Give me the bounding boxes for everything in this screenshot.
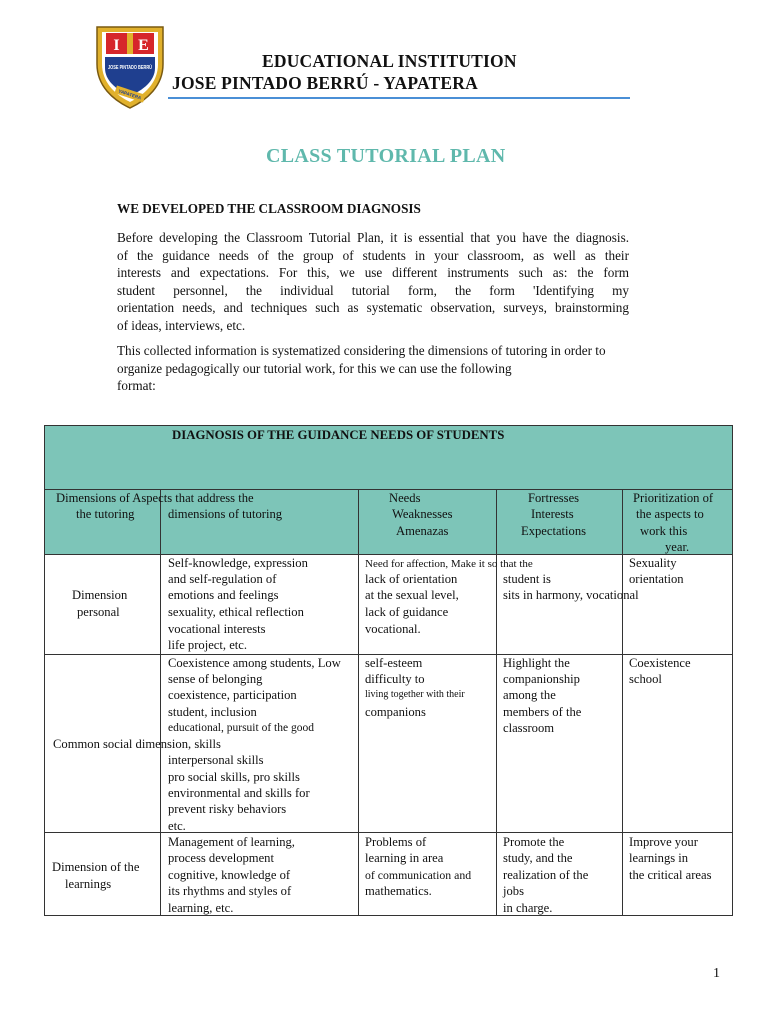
institution-line-1: EDUCATIONAL INSTITUTION: [262, 51, 517, 71]
row3-need: learning in area: [365, 851, 444, 865]
row3-need: mathematics.: [365, 884, 432, 898]
row1-priority: Sexuality: [629, 556, 677, 570]
row3-dimension: learnings: [65, 877, 112, 891]
row1-need: at the sexual level,: [365, 588, 459, 602]
header-col5-line: work this: [640, 524, 688, 538]
row1-dimension: Dimension: [72, 588, 128, 602]
paragraph-line: organize pedagogically our tutorial work, for this we can use the following: [117, 360, 512, 376]
row2-aspect: coexistence, participation: [168, 688, 297, 702]
row3-priority: the critical areas: [629, 868, 712, 882]
format-paragraph: [117, 342, 647, 395]
header-col4-line: Expectations: [521, 524, 587, 538]
row3-aspect: learning, etc.: [168, 901, 234, 915]
header-col5-line: Prioritization of: [633, 491, 714, 505]
row2-aspect: etc.: [168, 819, 186, 833]
row1-aspect: Self-knowledge, expression: [168, 556, 308, 570]
paragraph-line: orientation needs, and techniques such as systematic observation, surveys, brainstorming: [117, 300, 629, 316]
row3-strength: realization of the: [503, 868, 589, 882]
row2-strength: companionship: [503, 672, 580, 686]
header-col3-line: Needs: [389, 491, 421, 505]
table-col-rule: [622, 489, 623, 915]
row3-need: of communication and: [365, 868, 472, 882]
row2-need: difficulty to: [365, 672, 425, 686]
paragraph-line: Before developing the Classroom Tutorial Plan, it is essential that you have the diagnosis.: [117, 230, 629, 245]
header-col3-line: Weaknesses: [392, 507, 453, 521]
row2-aspect: environmental and skills for: [168, 786, 310, 800]
row1-aspect: vocational interests: [168, 622, 266, 636]
page-number: 1: [713, 966, 720, 981]
row1-strength: student is: [503, 572, 551, 586]
table-col-rule: [160, 489, 161, 915]
row1-need: lack of orientation: [365, 572, 458, 586]
row2-aspect: student, inclusion: [168, 705, 257, 719]
header-col3-line: Amenazas: [396, 524, 449, 538]
section-heading: WE DEVELOPED THE CLASSROOM DIAGNOSIS: [117, 201, 421, 216]
row2-priority: Coexistence: [629, 656, 691, 670]
paragraph-line: interests and expectations. For this, we use different instruments such as: the form: [117, 265, 629, 281]
header-col5-line: year.: [665, 540, 690, 554]
row3-strength: Promote the: [503, 835, 565, 849]
row2-aspect: educational, pursuit of the good: [168, 722, 314, 734]
row3-aspect: process development: [168, 851, 274, 865]
row3-need: Problems of: [365, 835, 427, 849]
row3-aspect: Management of learning,: [168, 835, 295, 849]
row1-aspect: and self-regulation of: [168, 572, 277, 586]
row3-priority: Improve your: [629, 835, 698, 849]
row3-dimension: Dimension of the: [52, 860, 140, 874]
paragraph-line: format:: [117, 378, 156, 394]
row2-aspect: sense of belonging: [168, 672, 263, 686]
intro-paragraph: [117, 229, 629, 335]
row2-aspect: Coexistence among students, Low: [168, 656, 341, 670]
paragraph-line: student personnel, the individual tutorial form, the form 'Identifying my: [117, 282, 629, 298]
paragraph-line: of the guidance needs of the group of students in your classroom, as well as their: [117, 247, 629, 263]
table-rule: [45, 832, 732, 833]
header-col2-line: dimensions of tutoring: [168, 507, 283, 521]
row1-aspect: sexuality, ethical reflection: [168, 605, 304, 619]
diagnosis-table: [44, 425, 733, 916]
row2-strength: among the: [503, 688, 556, 702]
row2-aspect: prevent risky behaviors: [168, 802, 287, 816]
header-col1-line: the tutoring: [76, 507, 135, 521]
row1-dimension: personal: [77, 605, 120, 619]
header-col5-line: the aspects to: [636, 507, 704, 521]
row2-aspect: interpersonal skills: [168, 753, 264, 767]
table-col-rule: [358, 489, 359, 915]
row1-strength: sits in harmony, vocational: [503, 588, 639, 602]
table-col-rule: [496, 489, 497, 915]
row3-strength: study, and the: [503, 851, 573, 865]
crest-letter-e: E: [138, 37, 149, 54]
header-rule: [168, 97, 630, 99]
row2-dimension: Common social dimension, skills: [53, 737, 221, 751]
row3-strength: jobs: [503, 884, 524, 898]
row2-priority: school: [629, 672, 662, 686]
row2-need: companions: [365, 705, 426, 719]
institution-line-2: JOSE PINTADO BERRÚ - YAPATERA: [172, 73, 478, 93]
header-col4-line: Interests: [531, 507, 574, 521]
document-title: CLASS TUTORIAL PLAN: [266, 145, 506, 167]
paragraph-line: of ideas, interviews, etc.: [117, 317, 246, 333]
row3-aspect: its rhythms and styles of: [168, 884, 292, 898]
row3-strength: in charge.: [503, 901, 553, 915]
row2-strength: classroom: [503, 721, 555, 735]
row1-need: vocational.: [365, 622, 421, 636]
row3-aspect: cognitive, knowledge of: [168, 868, 291, 882]
school-crest-logo: [93, 24, 167, 110]
header-col4-line: Fortresses: [528, 491, 580, 505]
row1-aspect: life project, etc.: [168, 638, 248, 652]
row2-aspect: pro social skills, pro skills: [168, 770, 300, 784]
row2-strength: members of the: [503, 705, 582, 719]
row1-aspect: emotions and feelings: [168, 588, 279, 602]
row2-strength: Highlight the: [503, 656, 570, 670]
row2-need: living together with their: [365, 689, 465, 700]
row1-need: lack of guidance: [365, 605, 449, 619]
row1-priority: orientation: [629, 572, 684, 586]
crest-name: JOSE PINTADO BERRÚ: [108, 65, 165, 71]
row1-needs-overflow: Need for affection, Make it so that the: [365, 558, 533, 570]
row2-need: self-esteem: [365, 656, 423, 670]
paragraph-line: This collected information is systematized considering the dimensions of tutoring in order to: [117, 343, 606, 358]
crest-letter-i: I: [113, 37, 120, 54]
row3-priority: learnings in: [629, 851, 689, 865]
table-title: DIAGNOSIS OF THE GUIDANCE NEEDS OF STUDENTS: [172, 428, 505, 442]
crest-place: YAPATERA: [117, 88, 142, 101]
header-col1-line: Dimensions of Aspects that address the: [56, 491, 254, 505]
